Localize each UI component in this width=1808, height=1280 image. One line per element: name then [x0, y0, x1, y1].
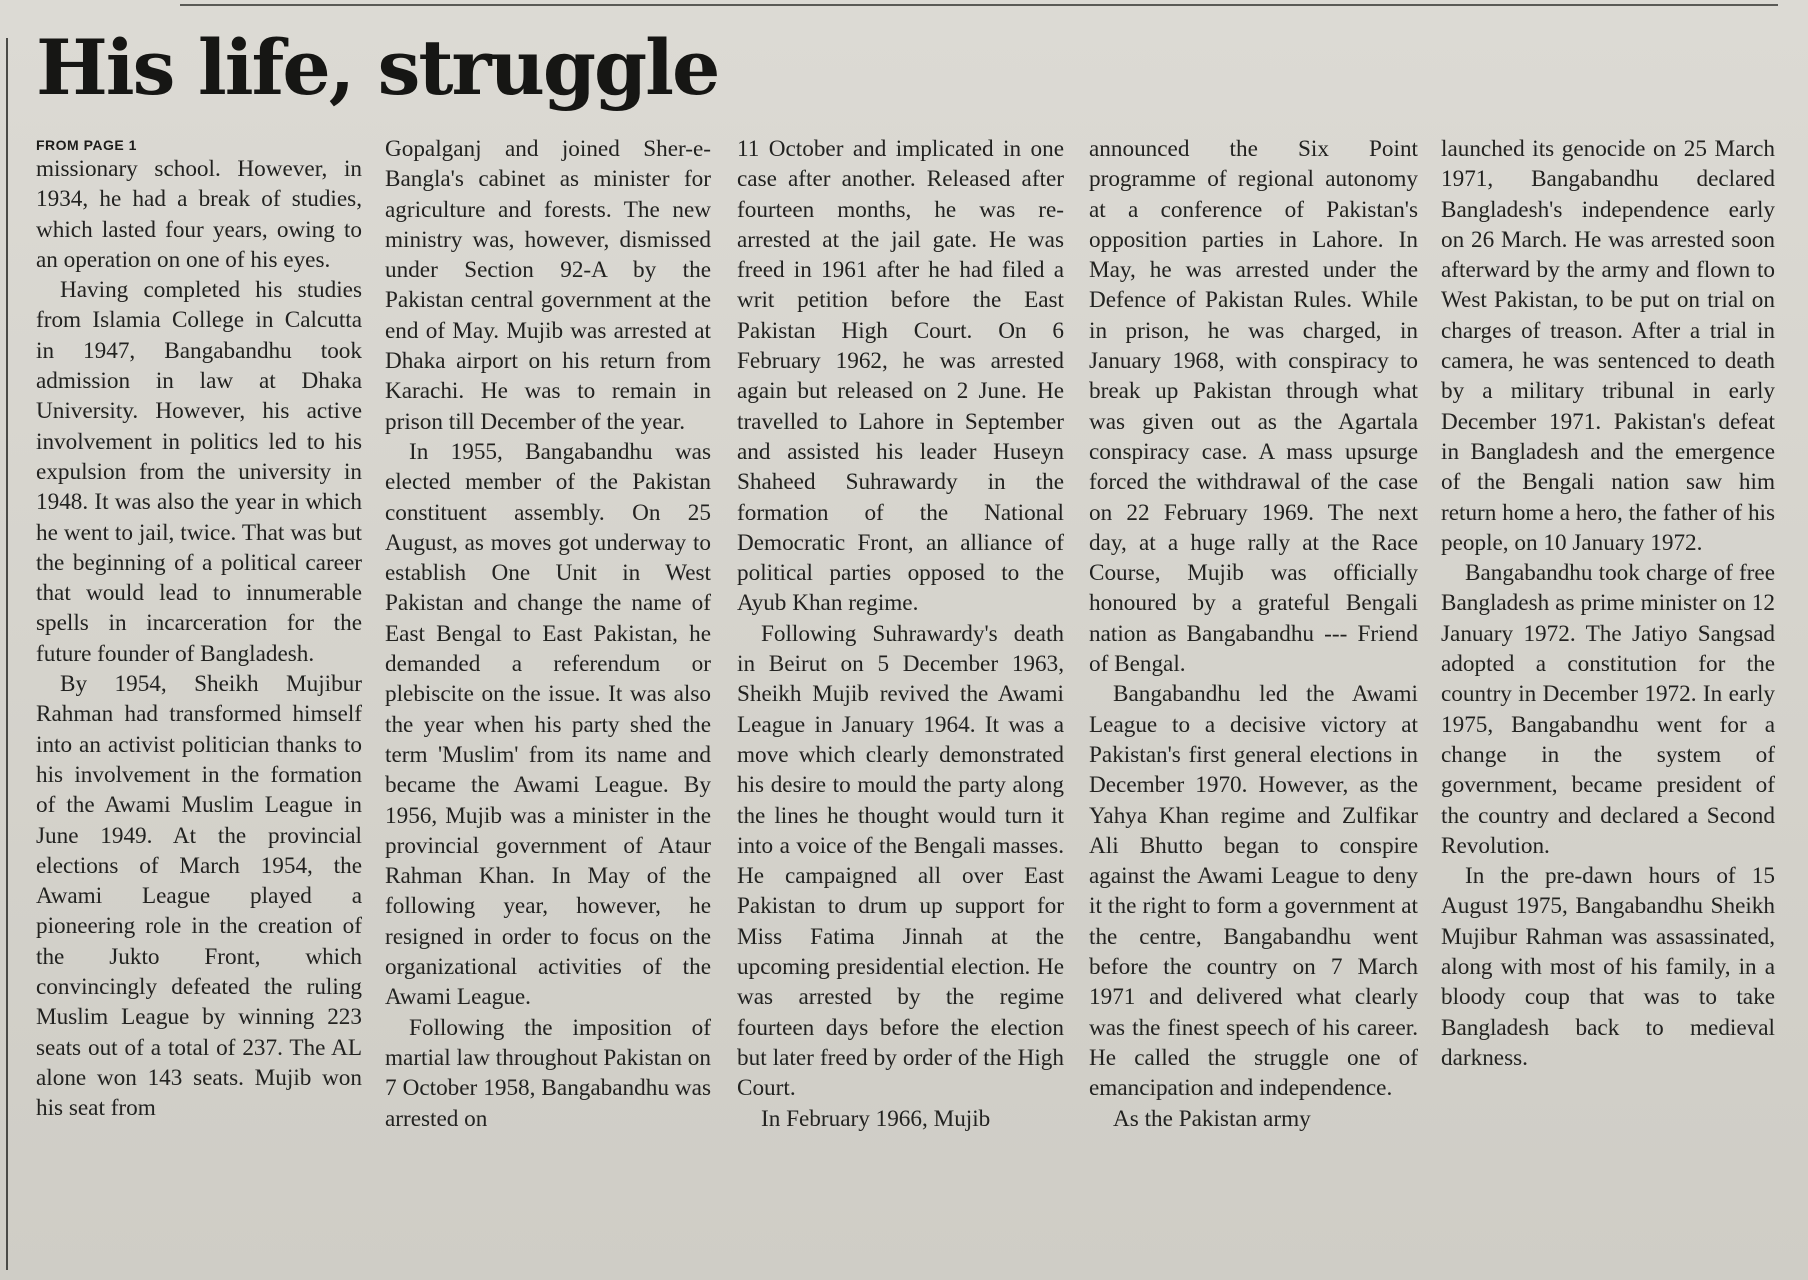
paragraph: Bangabandhu took charge of free Bangladesh as prime minister on 12 January 1972. The Jatiyo Sangsad adopted a constitution for the country in December 1972. In early 1975, Bangabandhu went for a change in the system of government, became president of the country and declared a Second Revolution.	[1441, 560, 1775, 859]
paragraph: By 1954, Sheikh Mujibur Rahman had transformed himself into an activist politician thanks to his involvement in the formation of the Awami Muslim League in June 1949. At the provincial elections of March 1954, the Awami League played a pioneering role in the creation of the Jukto Front, which convincingly defeated the ruling Muslim League by winning 223 seats out of a total of 237. The AL alone won 143 seats. Mujib won his seat from	[36, 671, 362, 1122]
paragraph: 11 October and implicated in one case after another. Released after fourteen months, he was re-arrested at the jail gate. He was freed in 1961 after he had filed a writ petition before the East Pakistan High Court. On 6 February 1962, he was arrested again but released on 2 June. He travelled to Lahore in September and assisted his leader Huseyn Shaheed Suhrawardy in the formation of the National Democratic Front, an alliance of political parties opposed to the Ayub Khan regime.	[737, 136, 1064, 617]
paragraph: In the pre-dawn hours of 15 August 1975, Bangabandhu Sheikh Mujibur Rahman was assassinated, along with most of his family, in a bloody coup that was to take Bangladesh back to medieval darkness.	[1441, 863, 1775, 1071]
paragraph: In February 1966, Mujib	[761, 1105, 991, 1132]
top-rule	[180, 4, 1778, 6]
paragraph: missionary school. However, in 1934, he had a break of studies, which lasted four years, owing to an operation on one of his eyes.	[36, 156, 362, 273]
article-column-4	[1089, 134, 1418, 1264]
paragraph: In 1955, Bangabandhu was elected member of the Pakistan constituent assembly. On 25 August, as moves got underway to establish One Unit in West Pakistan and change the name of East Bengal to East Pakistan, he demanded a referendum or plebiscite on the issue. It was also the year when his party shed the term 'Muslim' from its name and became the Awami League. By 1956, Mujib was a minister in the provincial government of Ataur Rahman Khan. In May of the following year, however, he resigned in order to focus on the organizational activities of the Awami League.	[385, 438, 711, 1011]
article-column-1	[36, 136, 362, 1266]
article-column-2	[385, 134, 711, 1264]
paragraph: Bangabandhu led the Awami League to a decisive victory at Pakistan's first general elections in December 1970. However, as the Yahya Khan regime and Zulfikar Ali Bhutto began to conspire against the Awami League to deny it the right to form a government at the centre, Bangabandhu went before the country on 7 March 1971 and delivered what clearly was the finest speech of his career. He called the struggle one of emancipation and independence.	[1089, 681, 1418, 1102]
article-column-3	[737, 134, 1064, 1264]
paragraph: announced the Six Point programme of regional autonomy at a conference of Pakistan's opposition parties in Lahore. In May, he was arrested under the Defence of Pakistan Rules. While in prison, he was charged, in January 1968, with conspiracy to break up Pakistan through what was given out as the Agartala conspiracy case. A mass upsurge forced the withdrawal of the case on 22 February 1969. The next day, at a huge rally at the Race Course, Mujib was officially honoured by a grateful Bengali nation as Bangabandhu --- Friend of Bengal.	[1089, 136, 1418, 678]
paragraph: As the Pakistan army	[1113, 1105, 1311, 1132]
paragraph: launched its genocide on 25 March 1971, Bangabandhu declared Bangladesh's independence early on 26 March. He was arrested soon afterward by the army and flown to West Pakistan, to be put on trial on charges of treason. After a trial in camera, he was sentenced to death by a military tribunal in early December 1971. Pakistan's defeat in Bangladesh and the emergence of the Bengali nation saw him return home a hero, the father of his people, on 10 January 1972.	[1441, 136, 1775, 556]
paragraph: Gopalganj and joined Sher-e-Bangla's cabinet as minister for agriculture and forests. The new ministry was, however, dismissed under Section 92-A by the Pakistan central government at the end of May. Mujib was arrested at Dhaka airport on his return from Karachi. He was to remain in prison till December of the year.	[385, 136, 711, 435]
paragraph: Having completed his studies from Islamia College in Calcutta in 1947, Bangabandhu took admission in law at Dhaka University. However, his active involvement in politics led to his expulsion from the university in 1948. It was also the year in which he went to jail, twice. That was but the beginning of a political career that would lead to innumerable spells in incarceration for the future founder of Bangladesh.	[36, 277, 362, 667]
left-column-rule	[6, 38, 8, 1270]
article-column-5	[1441, 134, 1775, 1264]
kicker-from-page: FROM PAGE 1	[36, 137, 137, 153]
headline: His life, struggle	[36, 23, 719, 112]
paragraph: Following the imposition of martial law throughout Pakistan on 7 October 1958, Bangabandhu was arrested on	[385, 1014, 711, 1132]
paragraph: Following Suhrawardy's death in Beirut on 5 December 1963, Sheikh Mujib revived the Awami League in January 1964. It was a move which clearly demonstrated his desire to mould the party along the lines he thought would turn it into a voice of the Bengali masses. He campaigned all over East Pakistan to drum up support for Miss Fatima Jinnah at the upcoming presidential election. He was arrested by the regime fourteen days before the election but later freed by order of the High Court.	[737, 620, 1064, 1102]
